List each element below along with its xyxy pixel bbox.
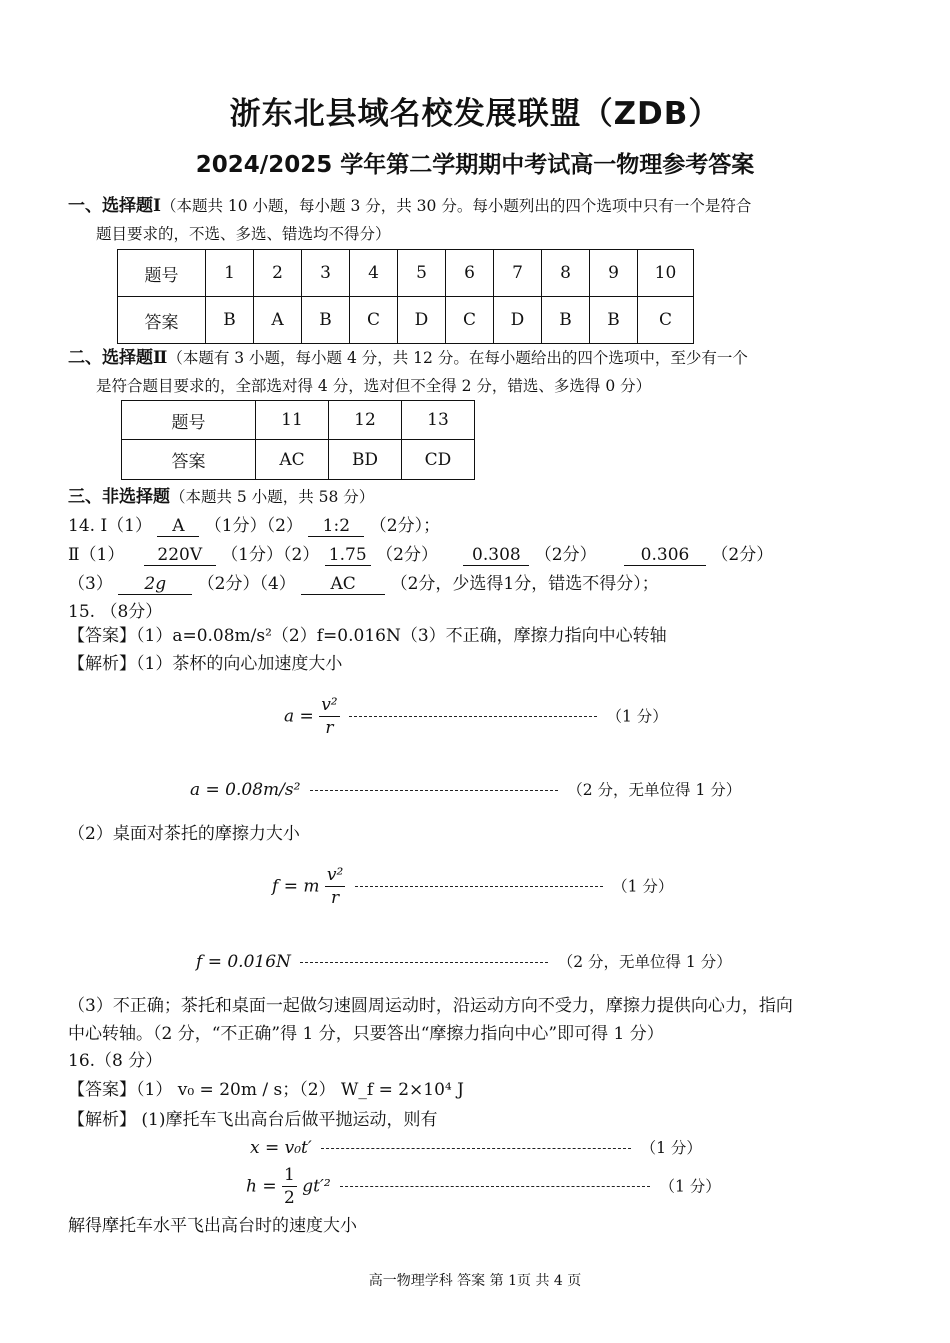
table2-number: 13	[402, 401, 475, 440]
q16-head: 16.（8 分）	[68, 1051, 163, 1071]
eq-score: （1 分）	[606, 707, 668, 726]
q14-text: （2分）；	[369, 516, 441, 536]
q15-eq3	[272, 864, 673, 909]
table1-answer: D	[398, 297, 446, 344]
eq-numerator: v²	[326, 865, 344, 885]
q14-text: （2分）	[711, 545, 774, 565]
q14-answer: 1.75	[325, 545, 371, 566]
q14-text: （2分）	[534, 545, 597, 565]
section2-answer-table	[121, 400, 475, 480]
table1-answer: B	[590, 297, 638, 344]
q14-text: Ⅱ（1）	[68, 545, 125, 565]
eq-denominator: 2	[284, 1188, 295, 1208]
q15-part3-line2: 中心转轴。（2 分，“不正确”得 1 分，只要答出“摩擦力指向中心”即可得 1 分）	[68, 1024, 664, 1044]
section1-header	[68, 194, 751, 218]
eq-fraction	[282, 1164, 297, 1209]
q16-eq1	[250, 1136, 702, 1160]
section1-answer-table	[117, 249, 694, 344]
section1-desc-2: 题目要求的，不选、多选、错选均不得分）	[96, 225, 391, 243]
q15-head: 15. （8分）	[68, 602, 163, 622]
dash-leader	[300, 962, 548, 963]
table1-number: 6	[446, 250, 494, 297]
q14-answer: 0.306	[624, 545, 706, 566]
q16-eq2	[246, 1164, 721, 1209]
q14-text: （1分）（2）	[204, 516, 303, 536]
table2-row1-label: 题号	[122, 401, 256, 440]
q15-part3-line1: （3）不正确；茶托和桌面一起做匀速圆周运动时，沿运动方向不受力，摩擦力提供向心力，指向	[68, 996, 793, 1016]
section2-label: 二、选择题Ⅱ	[68, 348, 168, 368]
section1-label: 一、选择题Ⅰ	[68, 196, 161, 216]
q14-answer: 1:2	[308, 516, 364, 537]
page-title: 浙东北县域名校发展联盟（ZDB）	[229, 96, 721, 132]
table1-answer: D	[494, 297, 542, 344]
q15-eq2	[190, 778, 741, 802]
table1-answer: A	[254, 297, 302, 344]
q16-answer: 【答案】（1） v₀ = 20m / s；（2） W_f = 2×10⁴ J	[68, 1080, 464, 1100]
eq-fraction	[325, 864, 345, 909]
table1-answer: B	[206, 297, 254, 344]
eq-fraction	[319, 694, 339, 739]
q15-part2: （2）桌面对茶托的摩擦力大小	[68, 824, 300, 844]
table2-answer: BD	[329, 440, 402, 480]
dash-leader	[321, 1148, 631, 1149]
table2-row2-label: 答案	[122, 440, 256, 480]
page-subtitle: 2024/2025 学年第二学期期中考试高一物理参考答案	[195, 152, 755, 178]
table1-number: 9	[590, 250, 638, 297]
table1-number: 10	[638, 250, 694, 297]
table1-answer: C	[638, 297, 694, 344]
dash-leader	[340, 1186, 650, 1187]
table1-answer: C	[446, 297, 494, 344]
table1-number: 8	[542, 250, 590, 297]
table2-answer: CD	[402, 440, 475, 480]
q15-eq1	[284, 694, 668, 739]
eq-text: f = 0.016N	[196, 952, 291, 972]
section2-desc-1: （本题有 3 小题，每小题 4 分，共 12 分。在每小题给出的四个选项中，至少有一个	[167, 349, 748, 367]
section1-desc-1: （本题共 10 小题，每小题 3 分，共 30 分。每小题列出的四个选项中只有一个是符合	[160, 197, 752, 215]
page-footer: 高一物理学科 答案 第 1页 共 4 页	[368, 1273, 582, 1289]
dash-leader	[355, 886, 603, 887]
eq-score: （1 分）	[640, 1139, 702, 1157]
q14-line2	[68, 543, 773, 567]
table2-answer: AC	[256, 440, 329, 480]
eq-denominator: r	[325, 718, 334, 738]
section2-desc-2: 是符合题目要求的，全部选对得 4 分，选对但不全得 2 分，错选、多选得 0 分）	[96, 377, 652, 395]
table1-number: 5	[398, 250, 446, 297]
q14-answer: A	[157, 516, 199, 537]
q14-answer: 0.308	[463, 545, 529, 566]
dash-leader	[349, 716, 597, 717]
q14-answer: 220V	[144, 545, 216, 566]
eq-rhs: gt′²	[302, 1176, 331, 1197]
dash-leader	[310, 790, 558, 791]
table1-number: 4	[350, 250, 398, 297]
table1-number: 1	[206, 250, 254, 297]
table1-answer: B	[542, 297, 590, 344]
q14-line1	[68, 514, 440, 538]
eq-numerator: v²	[321, 695, 338, 715]
table1-number: 3	[302, 250, 350, 297]
q15-answer: 【答案】（1）a=0.08m/s²（2）f=0.016N（3）不正确，摩擦力指向中心转轴	[68, 626, 667, 646]
table1-row2-label: 答案	[118, 297, 206, 344]
q14-text: 14. Ⅰ（1）	[68, 516, 152, 536]
q14-text: （2分，少选得1分，错选不得分）；	[390, 574, 659, 594]
q14-answer: AC	[301, 574, 385, 595]
q14-text: （2分）（4）	[197, 574, 296, 594]
eq-score: （1 分）	[659, 1177, 721, 1196]
eq-text: x = v₀t′	[250, 1138, 312, 1158]
section3-desc: （本题共 5 小题，共 58 分）	[170, 488, 375, 506]
q14-line3	[68, 572, 659, 596]
section2-header	[68, 346, 748, 370]
q15-analysis: 【解析】（1）茶杯的向心加速度大小	[68, 654, 343, 674]
q14-text: （2分）	[376, 545, 438, 565]
eq-score: （2 分，无单位得 1 分）	[567, 781, 742, 799]
section3-label: 三、非选择题	[68, 487, 170, 507]
eq-score: （1 分）	[612, 877, 674, 896]
q16-conclusion: 解得摩托车水平飞出高台时的速度大小	[68, 1216, 357, 1236]
section3-header	[68, 485, 374, 509]
q14-answer: 2g	[118, 574, 192, 595]
table1-row1-label: 题号	[118, 250, 206, 297]
table1-number: 2	[254, 250, 302, 297]
table2-number: 12	[329, 401, 402, 440]
eq-text: a = 0.08m/s²	[190, 780, 301, 800]
table1-number: 7	[494, 250, 542, 297]
table2-number: 11	[256, 401, 329, 440]
eq-denominator: r	[331, 888, 340, 908]
eq-lhs: h =	[246, 1176, 277, 1197]
eq-score: （2 分，无单位得 1 分）	[557, 953, 732, 971]
eq-lhs: a =	[284, 706, 314, 727]
q15-eq4	[196, 950, 732, 974]
q14-text: （1分）（2）	[221, 545, 320, 565]
eq-lhs: f = m	[272, 876, 320, 897]
q16-analysis: 【解析】 (1)摩托车飞出高台后做平抛运动，则有	[68, 1110, 438, 1130]
table1-answer: C	[350, 297, 398, 344]
q14-text: （3）	[68, 574, 113, 594]
table1-answer: B	[302, 297, 350, 344]
eq-numerator: 1	[284, 1165, 295, 1185]
